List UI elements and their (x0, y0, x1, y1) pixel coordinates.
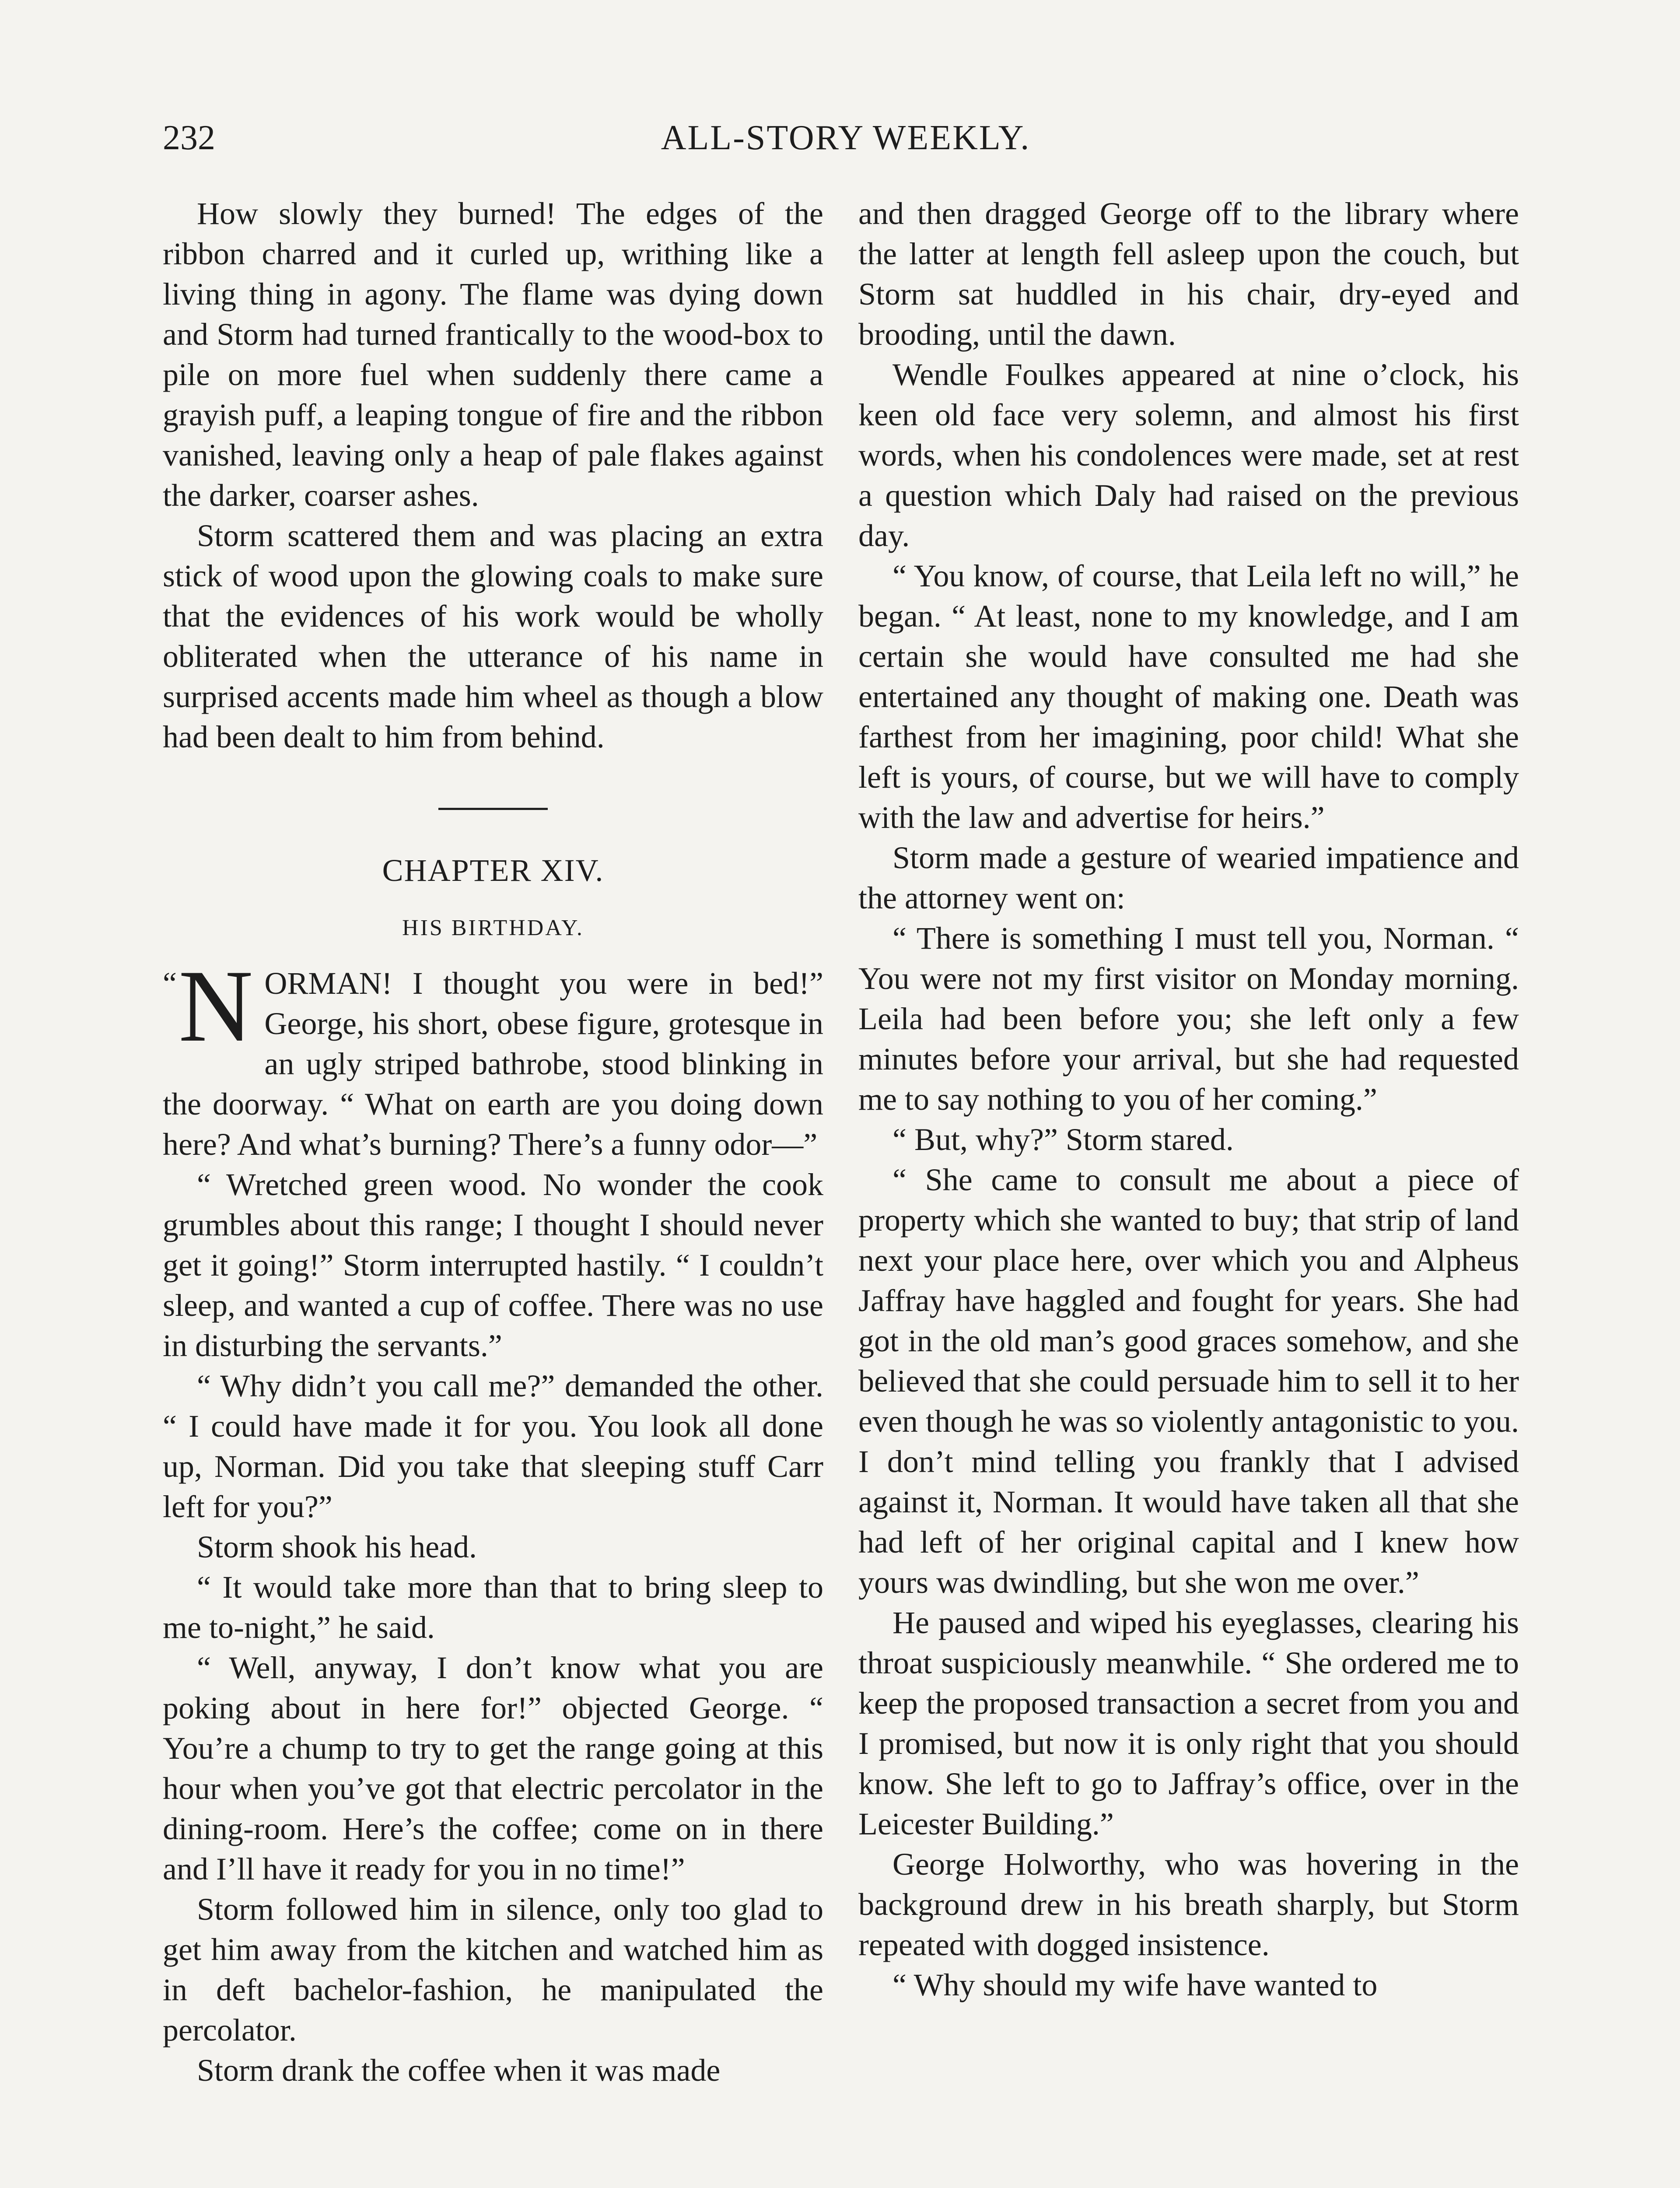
paragraph: Storm followed him in silence, only too glad to get him away from the kitchen and watched him as in deft bachelor-fashion, he manipulated the percolator. (163, 1892, 823, 2048)
paragraph: Storm scattered them and was placing an extra stick of wood upon the glowing coals to make sure that the evidences of his work would be wholly obliterated when the utterance of his name in surprised accents made him wheel as though a blow had been dealt to him from behind. (163, 518, 823, 754)
left-column (163, 193, 823, 2090)
paragraph: “ You know, of course, that Leila left no will,” he began. “ At least, none to my knowledge, and I am certain she would have consulted me had she entertained any thought of making one. Death was farthest from her imagining, poor child! What she left is yours, of course, but we will have to comply with the law and advertise for heirs.” (858, 558, 1519, 835)
paragraph: George Holworthy, who was hovering in the background drew in his breath sharply, but Storm repeated with dogged insistence. (858, 1847, 1519, 1962)
paragraph: Storm made a gesture of wearied impatience and the attorney went on: (858, 840, 1519, 915)
paragraph: “ Why didn’t you call me?” demanded the other. “ I could have made it for you. You look all done up, Norman. Did you take that sleeping stuff Carr left for you?” (163, 1368, 823, 1524)
paragraph: “ Wretched green wood. No wonder the cook grumbles about this range; I thought I should never get it going!” Storm interrupted hastily. “ I couldn’t sleep, and wanted a cup of coffee. There was no use in disturbing the servants.” (163, 1167, 823, 1363)
paragraph: “ She came to consult me about a piece of property which she wanted to buy; that strip of land next your place here, over which you and Alpheus Jaffray have haggled and fought for years. She had got in the old man’s good graces somehow, and she believed that she could persuade him to sell it to her even though he was so violently antagonistic to you. I don’t mind telling you frankly that I advised against it, Norman. It would have taken all that she had left of her original capital and I knew how yours was dwindling, but she won me over.” (858, 1162, 1519, 1600)
drop-cap: N (178, 949, 253, 1063)
chapter-opening-paragraph (163, 949, 823, 1164)
paragraph: “ It would take more than that to bring sleep to me to-night,” he said. (163, 1570, 823, 1645)
paragraph: and then dragged George off to the library where the latter at length fell asleep upon the couch, but Storm sat huddled in his chair, dry-eyed and brooding, until the dawn. (858, 196, 1519, 352)
paragraph: “ There is something I must tell you, Norman. “ You were not my first visitor on Monday morning. Leila had been before you; she left only a few minutes before your arrival, but she had requested me to say nothing to you of her coming.” (858, 921, 1519, 1117)
running-title: ALL-STORY WEEKLY. (661, 119, 1031, 157)
paragraph: Storm drank the coffee when it was made (197, 2053, 721, 2088)
paragraph: How slowly they burned! The edges of the ribbon charred and it curled up, writhing like a living thing in agony. The flame was dying down and Storm had turned frantically to the wood-box to pile on more fuel when suddenly there came a grayish puff, a leaping tongue of fire and the ribbon vanished, leaving only a heap of pale flakes against the darker, coarser ashes. (163, 196, 823, 513)
right-column (858, 193, 1519, 2005)
chapter-heading: CHAPTER XIV. (382, 853, 604, 888)
section-divider (438, 808, 548, 810)
paragraph: “ But, why?” Storm stared. (892, 1122, 1234, 1157)
chapter-subtitle: HIS BIRTHDAY. (402, 915, 584, 940)
paragraph: He paused and wiped his eyeglasses, clearing his throat suspiciously meanwhile. “ She ordered me to keep the proposed transaction a secret from you and I promised, but now it is only right that you should know. She left to go to Jaffray’s office, over in the Leicester Building.” (858, 1605, 1519, 1841)
opening-quote-mark: “ (163, 966, 177, 1001)
paragraph: Storm shook his head. (197, 1529, 477, 1564)
paragraph: “ Well, anyway, I don’t know what you are poking about in here for!” objected George. “ You’re a chump to try to get the range going at this hour when you’ve got that electric percolator in the dining-room. Here’s the coffee; come on in there and I’ll have it ready for you in no time!” (163, 1650, 823, 1886)
page-header (163, 118, 1529, 166)
opening-text: ORMAN! I thought you were in bed!” George, his short, obese figure, grotesque in an ugly striped bathrobe, stood blinking in the doorway. “ What on earth are you doing down here? And what’s burning? There’s a funny odor—” (163, 966, 823, 1162)
paragraph: Wendle Foulkes appeared at nine o’clock, his keen old face very solemn, and almost his first words, when his condolences were made, set at rest a question which Daly had raised on the previous day. (858, 357, 1519, 553)
page-number: 232 (163, 119, 215, 157)
paragraph: “ Why should my wife have wanted to (892, 1967, 1378, 2002)
